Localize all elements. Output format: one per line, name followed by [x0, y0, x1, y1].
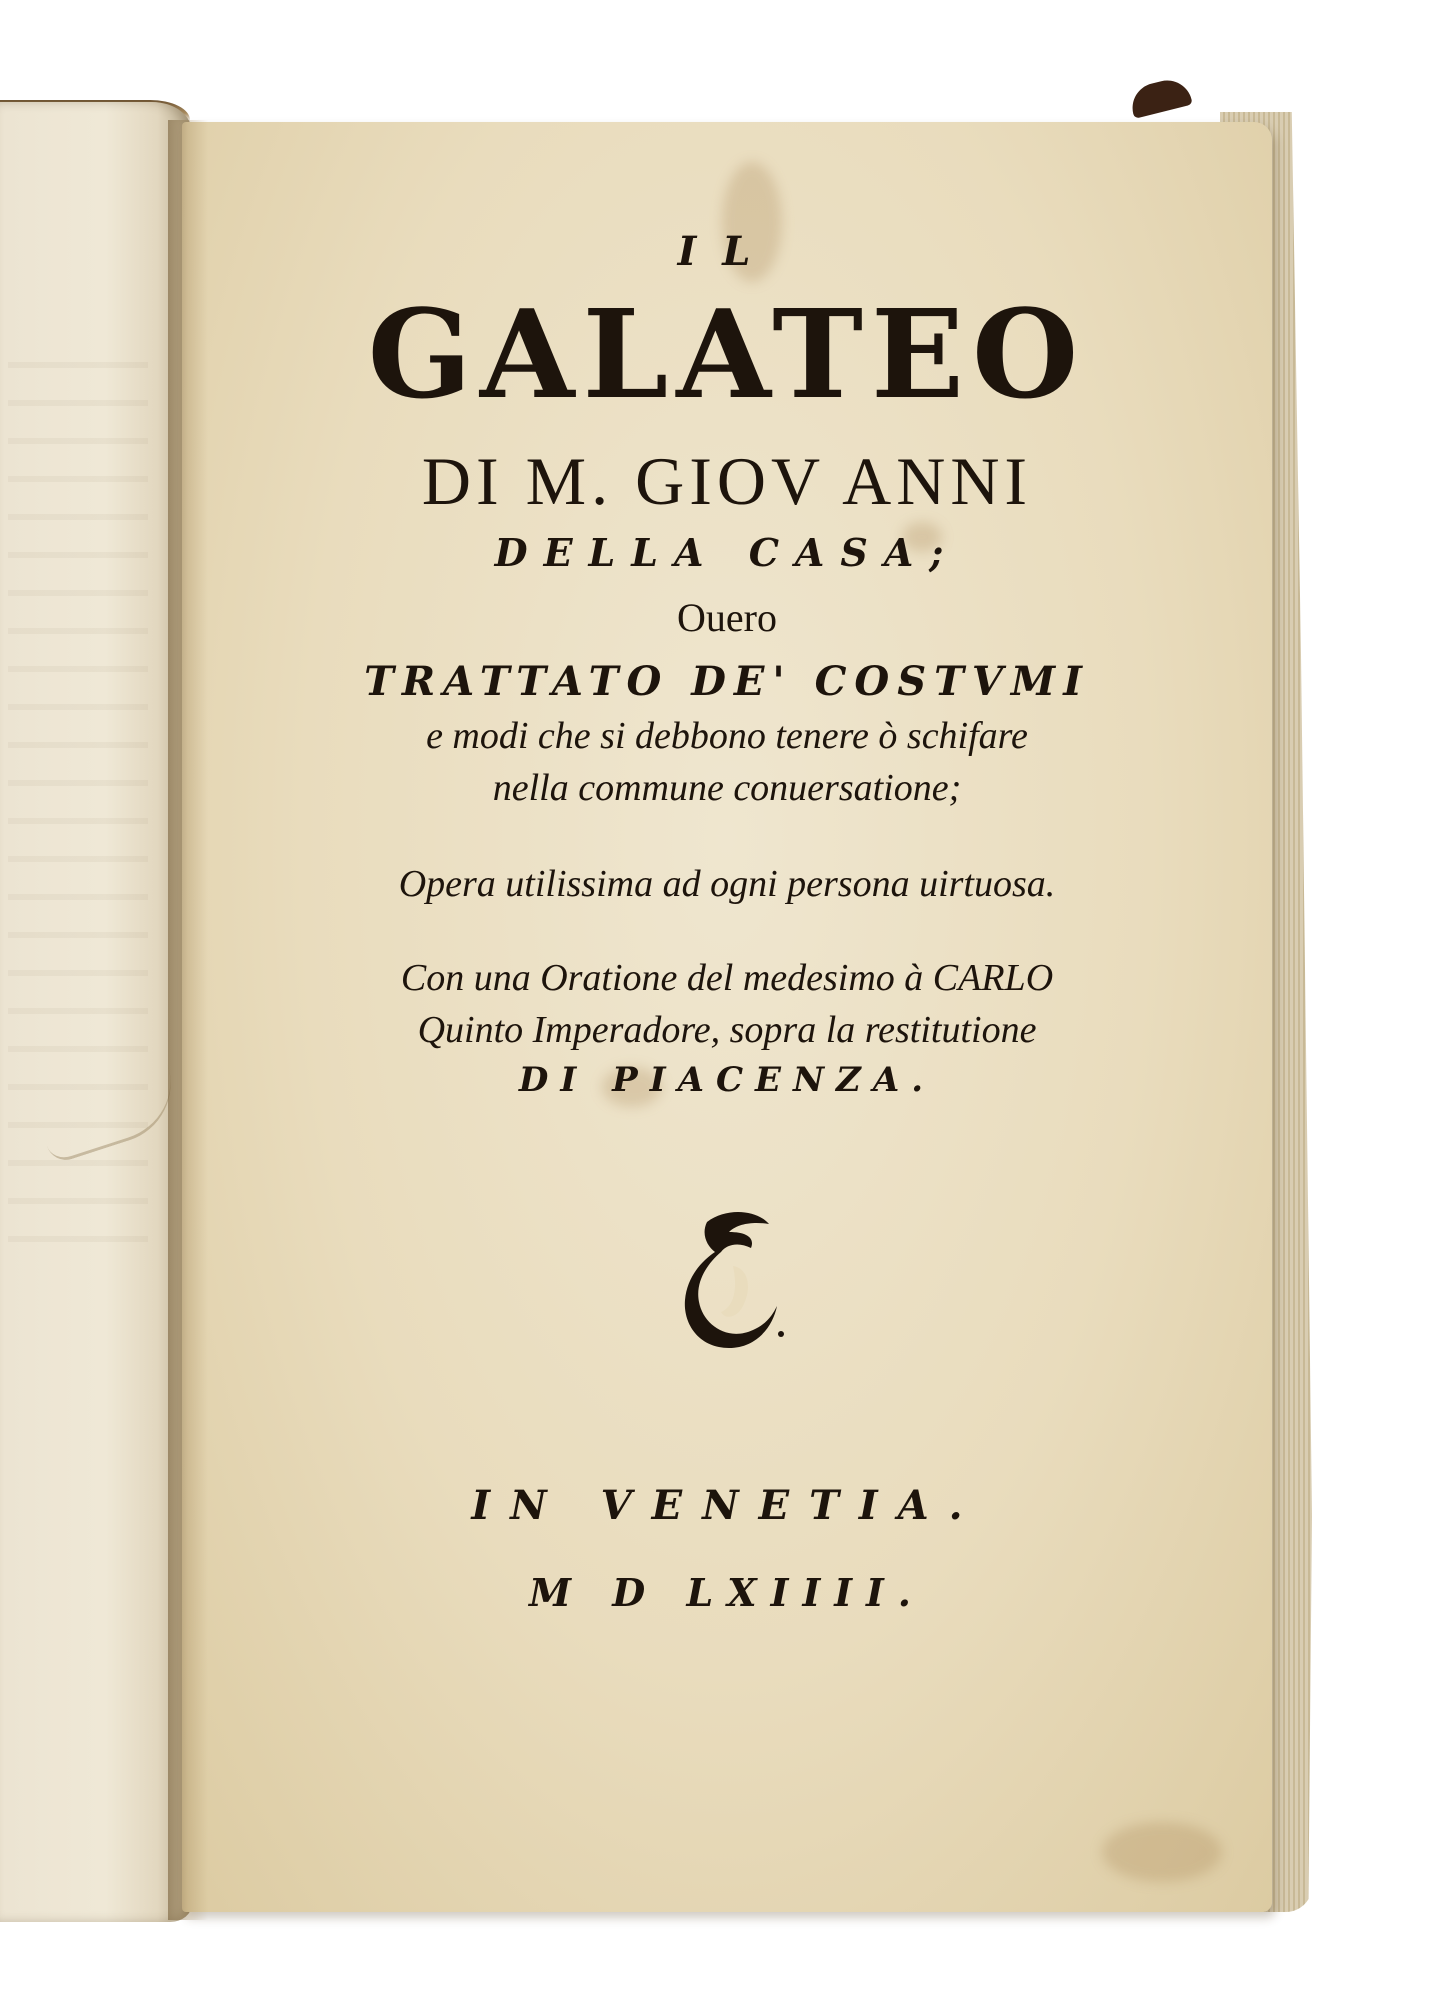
imprint-place: IN VENETIA.	[471, 1482, 983, 1529]
binding-ribbon	[1127, 75, 1192, 119]
description-line: Opera utilissima ad ogni persona uirtuosa.	[398, 863, 1056, 905]
author-line-2: DELLA CASA;	[494, 530, 960, 575]
left-page	[0, 102, 192, 1922]
oration-line-1: Con una Oratione del medesimo à CARLO	[400, 957, 1054, 999]
title-article: IL	[677, 228, 777, 275]
imprint-year: M D LXIIII.	[528, 1570, 925, 1615]
subtitle-line-2: e modi che si debbono tenere ò schifare	[426, 715, 1028, 757]
conjunction-line: Ouero	[677, 595, 777, 640]
subtitle-line-3: nella commune conuersatione;	[492, 767, 962, 809]
main-title: GALATEO	[367, 282, 1087, 426]
oration-line-2: Quinto Imperadore, sopra la restitutione	[417, 1009, 1037, 1051]
title-page	[182, 122, 1272, 1912]
title-block	[182, 122, 1272, 1912]
fleuron-e-icon	[677, 1202, 787, 1352]
gutter-shadow	[168, 120, 208, 1920]
subtitle-line-1: TRATTATO DE' COSTVMI	[364, 658, 1090, 705]
oration-line-3: DI PIACENZA.	[518, 1060, 936, 1100]
author-line-1: DI M. GIOV ANNI	[421, 443, 1033, 519]
